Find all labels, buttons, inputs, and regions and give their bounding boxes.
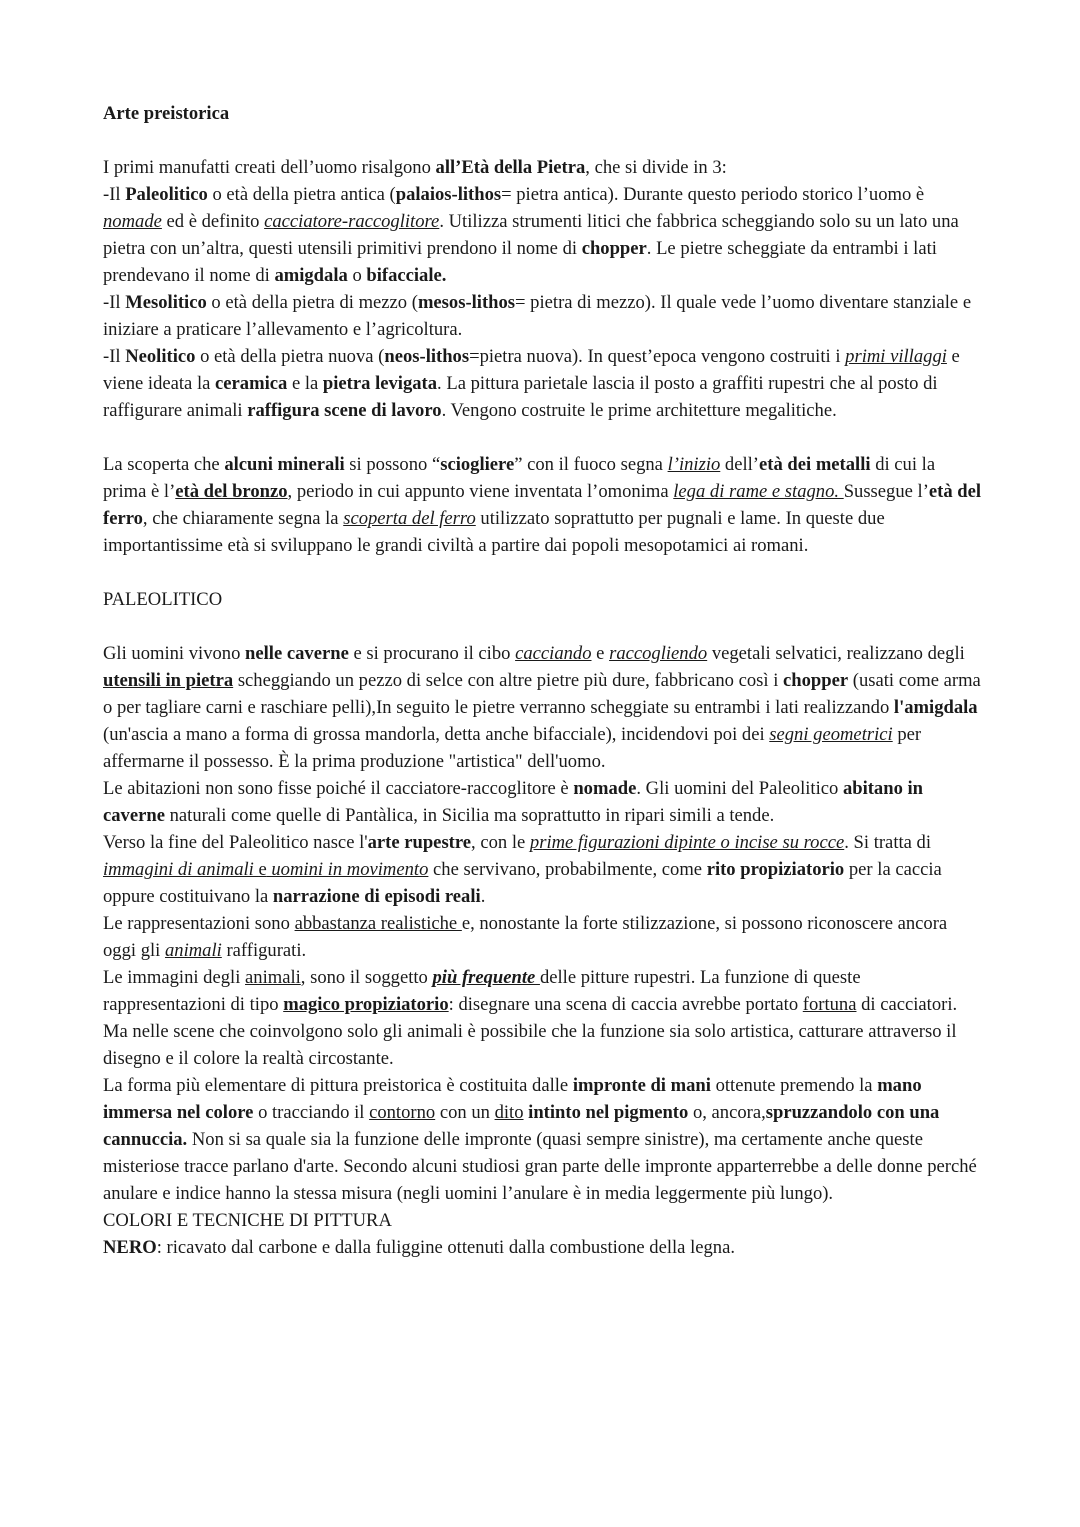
paleolitico-paragraph-2: Le abitazioni non sono fisse poiché il cacciatore-raccoglitore è nomade. Gli uomini del Paleolitico abitano in caverne naturali come quelle di Pantàlica, in Sicilia ma soprattutto in ripari simili a tende.	[103, 778, 924, 826]
nero-paragraph: NERO: ricavato dal carbone e dalla fuliggine ottenuti dalla combustione della legna.	[103, 1237, 735, 1258]
metalli-paragraph: La scoperta che alcuni minerali si possono “sciogliere” con il fuoco segna l’inizio dell’età dei metalli di cui la prima è l’età del bronzo, periodo in cui appunto viene inventata l’omonima lega di rame e stagno. Sussegue l’età del ferro, che chiaramente segna la scoperta del ferro utilizzato soprattutto per pugnali e lame. In queste due importantissime età si sviluppano le grandi civiltà a partire dai popoli mesopotamici ai romani.	[103, 454, 982, 556]
paleolitico-paragraph-5: Le immagini degli animali, sono il soggetto più frequente delle pitture rupestri. La funzione di queste rappresentazioni di tipo magico propiziatorio: disegnare una scena di caccia avrebbe portato fortuna di cacciatori. Ma nelle scene che coinvolgono solo gli animali è possibile che la funzione sia solo artistica, catturare attraverso il disegno e il colore la realtà circostante.	[103, 967, 958, 1069]
section-heading-paleolitico: PALEOLITICO	[103, 589, 223, 610]
paleolitico-paragraph-6: La forma più elementare di pittura preistorica è costituita dalle impronte di mani ottenute premendo la mano immersa nel colore o tracciando il contorno con un dito intinto nel pigmento o, ancora,spruzzandolo con una cannuccia. Non si sa quale sia la funzione delle impronte (quasi sempre sinistre), ma certamente anche queste misteriose tracce parlano d'arte. Secondo alcuni studiosi gran parte delle impronte apparterrebbe a delle donne perché anulare e indice hanno la stessa misura (negli uomini l’anulare è in media leggermente più lungo).	[103, 1075, 977, 1204]
section-heading-colori: COLORI E TECNICHE DI PITTURA	[103, 1210, 392, 1231]
document-title: Arte preistorica	[103, 103, 230, 124]
paleolitico-paragraph-3: Verso la fine del Paleolitico nasce l'arte rupestre, con le prime figurazioni dipinte o incise su rocce. Si tratta di immagini di animali e uomini in movimento che servivano, probabilmente, come rito propiziatorio per la caccia oppure costituivano la narrazione di episodi reali.	[103, 832, 942, 907]
document-page	[103, 100, 983, 1261]
intro-paragraph: I primi manufatti creati dell’uomo risalgono all’Età della Pietra, che si divide in 3: -Il Paleolitico o età della pietra antica (palaios-lithos= pietra antica). Durante questo periodo storico l’uomo è nomade ed è definito cacciatore-raccoglitore. Utilizza strumenti litici che fabbrica scheggiando solo su un lato una pietra con un’altra, questi utensili primitivi prendono il nome di chopper. Le pietre scheggiate da entrambi i lati prendevano il nome di amigdala o bifacciale. -Il Mesolitico o età della pietra di mezzo (mesos-lithos= pietra di mezzo). Il quale vede l’uomo diventare stanziale e iniziare a praticare l’allevamento e l’agricoltura. -Il Neolitico o età della pietra nuova (neos-lithos=pietra nuova). In quest’epoca vengono costruiti i primi villaggi e viene ideata la ceramica e la pietra levigata. La pittura parietale lascia il posto a graffiti rupestri che al posto di raffigurare animali raffigura scene di lavoro. Vengono costruite le prime architetture megalitiche.	[103, 157, 972, 421]
paleolitico-paragraph-4: Le rappresentazioni sono abbastanza realistiche e, nonostante la forte stilizzazione, si possono riconoscere ancora oggi gli animali raffigurati.	[103, 913, 948, 961]
paleolitico-paragraph-1: Gli uomini vivono nelle caverne e si procurano il cibo cacciando e raccogliendo vegetali selvatici, realizzano degli utensili in pietra scheggiando un pezzo di selce con altre pietre più dure, fabbricano così i chopper (usati come arma o per tagliare carni e raschiare pelli),In seguito le pietre verranno scheggiate su entrambi i lati realizzando l'amigdala (un'ascia a mano a forma di grossa mandorla, detta anche bifacciale), incidendovi poi dei segni geometrici per affermarne il possesso. È la prima produzione "artistica" dell'uomo.	[103, 643, 981, 772]
